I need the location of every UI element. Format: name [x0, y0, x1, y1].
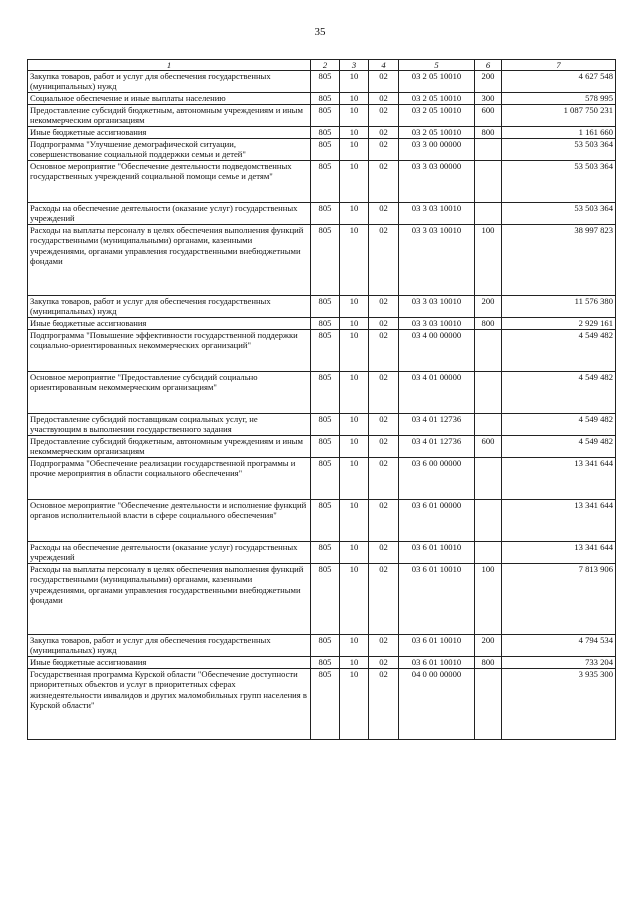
row-name-cell: Подпрограмма "Улучшение демографической ситуации, совершенствование социальной поддержки семьи и детей" [28, 139, 311, 161]
row-subsection-cell: 02 [369, 296, 399, 318]
row-amount-cell: 13 341 644 [502, 500, 616, 542]
row-subsection-cell: 02 [369, 139, 399, 161]
table-row [28, 657, 616, 669]
row-subsection-cell: 02 [369, 105, 399, 127]
row-section-cell: 10 [340, 500, 369, 542]
row-expense-type-cell: 300 [475, 93, 502, 105]
row-section-cell: 10 [340, 657, 369, 669]
row-target-article-cell: 03 4 01 12736 [399, 436, 475, 458]
row-section-cell: 10 [340, 71, 369, 93]
table-row [28, 93, 616, 105]
row-ministry-code-cell: 805 [311, 372, 340, 414]
row-ministry-code-cell: 805 [311, 500, 340, 542]
row-expense-type-cell [475, 500, 502, 542]
row-expense-type-cell [475, 372, 502, 414]
row-name-cell: Иные бюджетные ассигнования [28, 127, 311, 139]
row-amount-cell: 2 929 161 [502, 318, 616, 330]
row-ministry-code-cell: 805 [311, 127, 340, 139]
row-section-cell: 10 [340, 318, 369, 330]
row-section-cell: 10 [340, 635, 369, 657]
row-section-cell: 10 [340, 458, 369, 500]
row-target-article-cell: 03 2 05 10010 [399, 71, 475, 93]
row-section-cell: 10 [340, 225, 369, 296]
row-ministry-code-cell: 805 [311, 139, 340, 161]
table-row [28, 161, 616, 203]
table-row [28, 436, 616, 458]
row-amount-cell: 13 341 644 [502, 458, 616, 500]
row-section-cell: 10 [340, 414, 369, 436]
table-row [28, 542, 616, 564]
row-subsection-cell: 02 [369, 669, 399, 740]
row-subsection-cell: 02 [369, 203, 399, 225]
table-row [28, 414, 616, 436]
row-section-cell: 10 [340, 669, 369, 740]
row-name-cell: Закупка товаров, работ и услуг для обеспечения государственных (муниципальных) нужд [28, 296, 311, 318]
row-expense-type-cell [475, 139, 502, 161]
row-amount-cell: 38 997 823 [502, 225, 616, 296]
row-amount-cell: 578 995 [502, 93, 616, 105]
row-target-article-cell: 04 0 00 00000 [399, 669, 475, 740]
table-row [28, 318, 616, 330]
row-ministry-code-cell: 805 [311, 669, 340, 740]
row-name-cell: Закупка товаров, работ и услуг для обеспечения государственных (муниципальных) нужд [28, 635, 311, 657]
column-header: 6 [475, 60, 502, 71]
row-amount-cell: 7 813 906 [502, 564, 616, 635]
row-name-cell: Предоставление субсидий поставщикам социальных услуг, не участвующим в выполнении государственного задания [28, 414, 311, 436]
row-name-cell: Закупка товаров, работ и услуг для обеспечения государственных (муниципальных) нужд [28, 71, 311, 93]
row-section-cell: 10 [340, 372, 369, 414]
row-subsection-cell: 02 [369, 635, 399, 657]
row-section-cell: 10 [340, 296, 369, 318]
row-target-article-cell: 03 6 01 10010 [399, 542, 475, 564]
row-amount-cell: 733 204 [502, 657, 616, 669]
row-amount-cell: 53 503 364 [502, 203, 616, 225]
row-target-article-cell: 03 4 00 00000 [399, 330, 475, 372]
row-expense-type-cell: 800 [475, 318, 502, 330]
column-header: 5 [399, 60, 475, 71]
row-name-cell: Иные бюджетные ассигнования [28, 318, 311, 330]
table-row [28, 330, 616, 372]
row-subsection-cell: 02 [369, 161, 399, 203]
row-ministry-code-cell: 805 [311, 330, 340, 372]
row-amount-cell: 4 627 548 [502, 71, 616, 93]
row-section-cell: 10 [340, 436, 369, 458]
row-name-cell: Социальное обеспечение и иные выплаты населению [28, 93, 311, 105]
row-section-cell: 10 [340, 203, 369, 225]
row-expense-type-cell: 200 [475, 296, 502, 318]
row-name-cell: Основное мероприятие "Обеспечение деятельности подведомственных государственных учреждений социальной помощи семье и детям" [28, 161, 311, 203]
row-subsection-cell: 02 [369, 564, 399, 635]
row-subsection-cell: 02 [369, 414, 399, 436]
row-target-article-cell: 03 4 01 00000 [399, 372, 475, 414]
row-amount-cell: 4 794 534 [502, 635, 616, 657]
row-expense-type-cell [475, 458, 502, 500]
row-ministry-code-cell: 805 [311, 436, 340, 458]
table-row [28, 458, 616, 500]
row-name-cell: Предоставление субсидий бюджетным, автономным учреждениям и иным некоммерческим организациям [28, 105, 311, 127]
row-amount-cell: 13 341 644 [502, 542, 616, 564]
row-amount-cell: 4 549 482 [502, 372, 616, 414]
row-expense-type-cell [475, 203, 502, 225]
row-target-article-cell: 03 3 03 10010 [399, 203, 475, 225]
row-name-cell: Расходы на обеспечение деятельности (оказание услуг) государственных учреждений [28, 542, 311, 564]
row-target-article-cell: 03 6 01 10010 [399, 635, 475, 657]
row-expense-type-cell: 800 [475, 127, 502, 139]
table-header-row [28, 60, 616, 71]
row-section-cell: 10 [340, 105, 369, 127]
row-subsection-cell: 02 [369, 330, 399, 372]
row-ministry-code-cell: 805 [311, 71, 340, 93]
table-row [28, 635, 616, 657]
row-expense-type-cell: 600 [475, 436, 502, 458]
row-amount-cell: 1 087 750 231 [502, 105, 616, 127]
row-ministry-code-cell: 805 [311, 414, 340, 436]
row-ministry-code-cell: 805 [311, 225, 340, 296]
row-target-article-cell: 03 3 03 10010 [399, 318, 475, 330]
row-name-cell: Расходы на выплаты персоналу в целях обеспечения выполнения функций государственными (муниципальными) органами, казенными учреждениями, органами управления государственными внебюджетными фондами [28, 225, 311, 296]
row-expense-type-cell: 800 [475, 657, 502, 669]
row-target-article-cell: 03 3 03 10010 [399, 296, 475, 318]
row-target-article-cell: 03 3 03 10010 [399, 225, 475, 296]
row-target-article-cell: 03 2 05 10010 [399, 127, 475, 139]
row-subsection-cell: 02 [369, 542, 399, 564]
row-target-article-cell: 03 6 01 10010 [399, 564, 475, 635]
row-expense-type-cell [475, 414, 502, 436]
row-name-cell: Основное мероприятие "Обеспечение деятельности и исполнение функций органов исполнительной власти в сфере социального обеспечения" [28, 500, 311, 542]
row-name-cell: Расходы на выплаты персоналу в целях обеспечения выполнения функций государственными (муниципальными) органами, казенными учреждениями, органами управления государственными внебюджетными фондами [28, 564, 311, 635]
row-target-article-cell: 03 2 05 10010 [399, 93, 475, 105]
row-ministry-code-cell: 805 [311, 657, 340, 669]
row-expense-type-cell [475, 161, 502, 203]
table-row [28, 71, 616, 93]
row-target-article-cell: 03 3 03 00000 [399, 161, 475, 203]
table-row [28, 296, 616, 318]
row-subsection-cell: 02 [369, 458, 399, 500]
row-subsection-cell: 02 [369, 500, 399, 542]
row-section-cell: 10 [340, 161, 369, 203]
row-expense-type-cell: 100 [475, 225, 502, 296]
row-ministry-code-cell: 805 [311, 93, 340, 105]
row-expense-type-cell: 600 [475, 105, 502, 127]
row-expense-type-cell [475, 330, 502, 372]
row-target-article-cell: 03 6 00 00000 [399, 458, 475, 500]
row-ministry-code-cell: 805 [311, 564, 340, 635]
table-row [28, 669, 616, 740]
row-amount-cell: 53 503 364 [502, 161, 616, 203]
row-section-cell: 10 [340, 542, 369, 564]
row-expense-type-cell [475, 542, 502, 564]
row-ministry-code-cell: 805 [311, 161, 340, 203]
column-header: 1 [28, 60, 311, 71]
row-name-cell: Подпрограмма "Повышение эффективности государственной поддержки социально-ориентированных некоммерческих организаций" [28, 330, 311, 372]
row-amount-cell: 1 161 660 [502, 127, 616, 139]
row-name-cell: Иные бюджетные ассигнования [28, 657, 311, 669]
row-amount-cell: 11 576 380 [502, 296, 616, 318]
row-section-cell: 10 [340, 127, 369, 139]
row-subsection-cell: 02 [369, 318, 399, 330]
row-subsection-cell: 02 [369, 93, 399, 105]
column-header: 2 [311, 60, 340, 71]
row-subsection-cell: 02 [369, 71, 399, 93]
row-target-article-cell: 03 6 01 10010 [399, 657, 475, 669]
budget-table [27, 59, 616, 740]
row-expense-type-cell [475, 669, 502, 740]
row-name-cell: Предоставление субсидий бюджетным, автономным учреждениям и иным некоммерческим организациям [28, 436, 311, 458]
row-subsection-cell: 02 [369, 657, 399, 669]
row-ministry-code-cell: 805 [311, 318, 340, 330]
row-expense-type-cell: 100 [475, 564, 502, 635]
row-section-cell: 10 [340, 139, 369, 161]
row-ministry-code-cell: 805 [311, 458, 340, 500]
row-amount-cell: 4 549 482 [502, 414, 616, 436]
row-ministry-code-cell: 805 [311, 105, 340, 127]
row-amount-cell: 3 935 300 [502, 669, 616, 740]
row-amount-cell: 4 549 482 [502, 436, 616, 458]
row-amount-cell: 4 549 482 [502, 330, 616, 372]
table-row [28, 500, 616, 542]
column-header: 3 [340, 60, 369, 71]
table-row [28, 564, 616, 635]
row-target-article-cell: 03 6 01 00000 [399, 500, 475, 542]
row-subsection-cell: 02 [369, 225, 399, 296]
table-row [28, 203, 616, 225]
row-ministry-code-cell: 805 [311, 542, 340, 564]
row-name-cell: Основное мероприятие "Предоставление субсидий социально ориентированным некоммерческим организациям" [28, 372, 311, 414]
page-number: 35 [314, 26, 326, 38]
row-target-article-cell: 03 2 05 10010 [399, 105, 475, 127]
row-name-cell: Государственная программа Курской области "Обеспечение доступности приоритетных объектов и услуг в приоритетных сферах жизнедеятельности инвалидов и других маломобильных групп населения в Курской области" [28, 669, 311, 740]
row-section-cell: 10 [340, 330, 369, 372]
table-row [28, 139, 616, 161]
row-expense-type-cell: 200 [475, 635, 502, 657]
row-ministry-code-cell: 805 [311, 203, 340, 225]
row-expense-type-cell: 200 [475, 71, 502, 93]
column-header: 4 [369, 60, 399, 71]
row-name-cell: Подпрограмма "Обеспечение реализации государственной программы и прочие мероприятия в области социального обеспечения" [28, 458, 311, 500]
row-target-article-cell: 03 4 01 12736 [399, 414, 475, 436]
row-subsection-cell: 02 [369, 127, 399, 139]
table-row [28, 127, 616, 139]
table-row [28, 372, 616, 414]
row-section-cell: 10 [340, 564, 369, 635]
row-ministry-code-cell: 805 [311, 296, 340, 318]
row-amount-cell: 53 503 364 [502, 139, 616, 161]
table-row [28, 225, 616, 296]
table-row [28, 105, 616, 127]
row-target-article-cell: 03 3 00 00000 [399, 139, 475, 161]
row-name-cell: Расходы на обеспечение деятельности (оказание услуг) государственных учреждений [28, 203, 311, 225]
row-ministry-code-cell: 805 [311, 635, 340, 657]
row-section-cell: 10 [340, 93, 369, 105]
column-header: 7 [502, 60, 616, 71]
row-subsection-cell: 02 [369, 372, 399, 414]
row-subsection-cell: 02 [369, 436, 399, 458]
